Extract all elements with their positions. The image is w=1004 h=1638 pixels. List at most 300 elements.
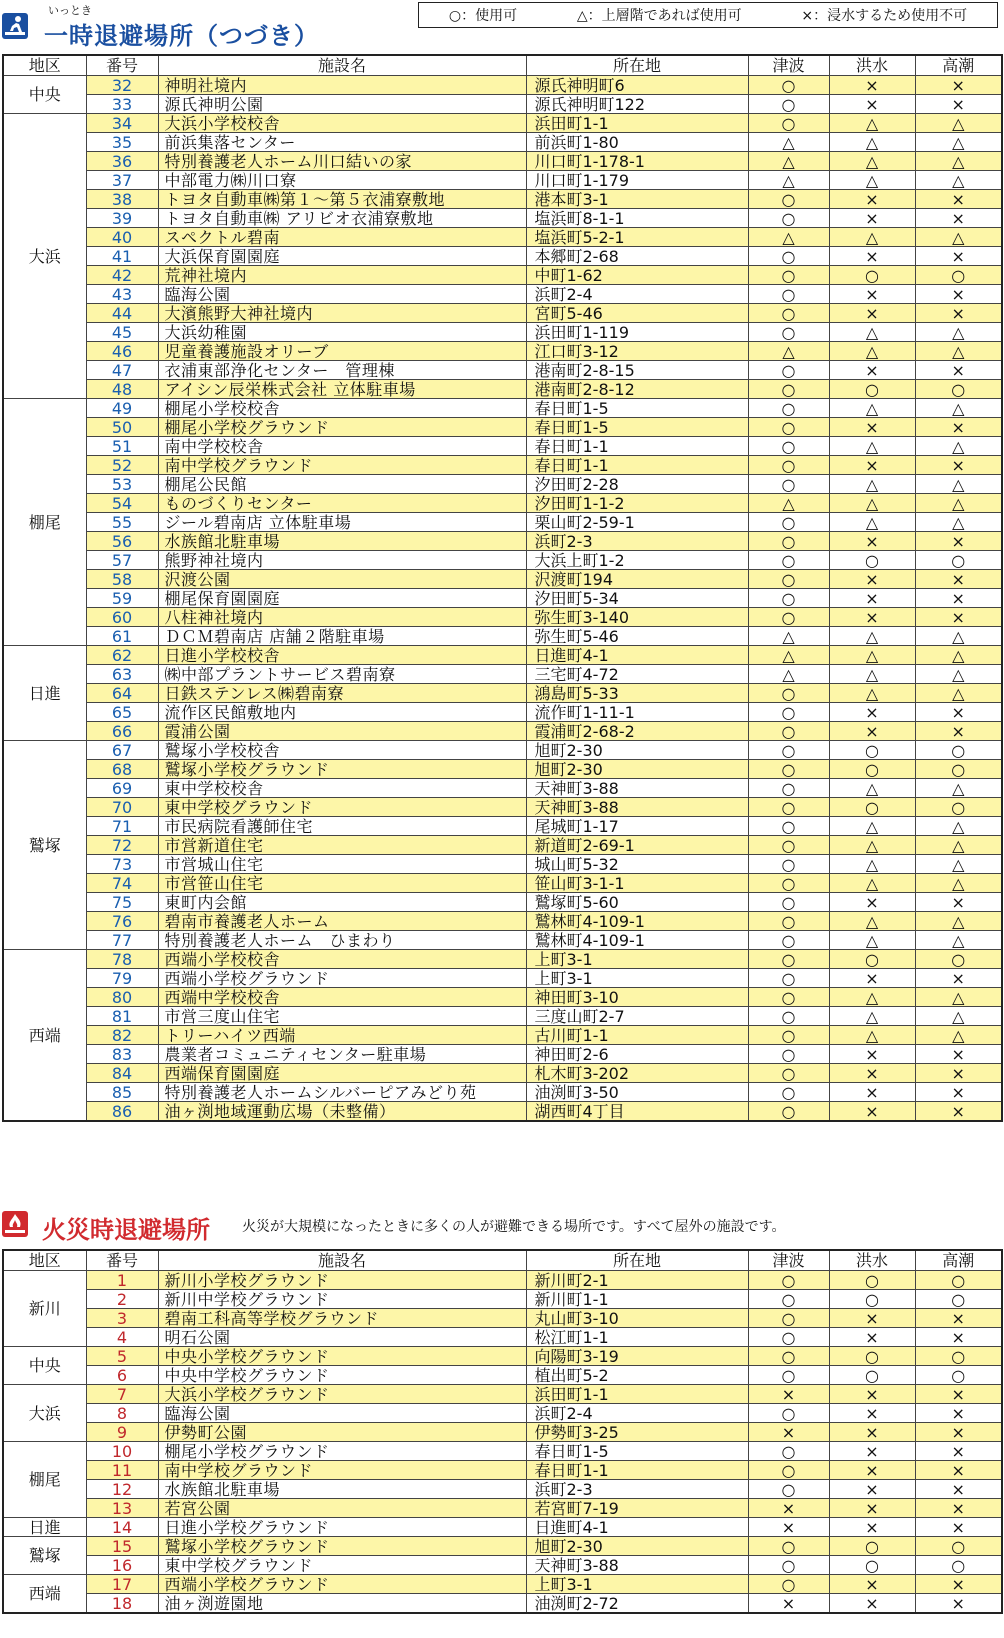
facility-name: 流作区民館敷地内: [158, 703, 526, 722]
facility-number: 45: [86, 323, 158, 342]
tsunami-mark: ○: [748, 817, 829, 836]
flood-mark: ×: [829, 285, 915, 304]
flood-mark: ○: [829, 1271, 915, 1290]
header-storm-surge: 高潮: [915, 1250, 1002, 1271]
district-cell: 新川: [3, 1271, 86, 1347]
tsunami-mark: ○: [748, 1064, 829, 1083]
facility-address: 尾城町1-17: [526, 817, 748, 836]
district-cell: 日進: [3, 646, 86, 741]
flood-mark: △: [829, 627, 915, 646]
flood-mark: ×: [829, 1499, 915, 1518]
tsunami-mark: ○: [748, 266, 829, 285]
facility-address: 春日町1-1: [526, 456, 748, 475]
tsunami-mark: ○: [748, 418, 829, 437]
storm-surge-mark: △: [915, 836, 1002, 855]
tsunami-mark: ○: [748, 1575, 829, 1594]
facility-name: スペクトル碧南: [158, 228, 526, 247]
facility-address: 油渕町3-50: [526, 1083, 748, 1102]
table-row: [3, 1026, 1002, 1045]
facility-address: 三宅町4-72: [526, 665, 748, 684]
flood-mark: ×: [829, 361, 915, 380]
tsunami-mark: ○: [748, 1442, 829, 1461]
header-district: 地区: [3, 1250, 86, 1271]
table-row: [3, 608, 1002, 627]
facility-name: 大浜小学校グラウンド: [158, 1385, 526, 1404]
storm-surge-mark: ○: [915, 741, 1002, 760]
storm-surge-mark: △: [915, 779, 1002, 798]
facility-address: 栗山町2-59-1: [526, 513, 748, 532]
flood-mark: ○: [829, 1366, 915, 1385]
facility-address: 浜町2-3: [526, 1480, 748, 1499]
table-row: [3, 1007, 1002, 1026]
facility-number: 58: [86, 570, 158, 589]
storm-surge-mark: ×: [915, 1328, 1002, 1347]
facility-name: 大浜保育園園庭: [158, 247, 526, 266]
flood-mark: △: [829, 912, 915, 931]
tsunami-mark: ○: [748, 1404, 829, 1423]
table-row: [3, 1385, 1002, 1404]
facility-name: 児童養護施設オリーブ: [158, 342, 526, 361]
storm-surge-mark: △: [915, 665, 1002, 684]
section1-header: [0, 0, 1004, 54]
facility-name: 中央中学校グラウンド: [158, 1366, 526, 1385]
facility-name: 市営笹山住宅: [158, 874, 526, 893]
facility-address: 汐田町1-1-2: [526, 494, 748, 513]
table-row: [3, 1309, 1002, 1328]
flood-mark: ○: [829, 380, 915, 399]
table-row: [3, 171, 1002, 190]
facility-address: 天神町3-88: [526, 798, 748, 817]
facility-address: 宮町5-46: [526, 304, 748, 323]
district-cell: 棚尾: [3, 399, 86, 646]
table-row: [3, 798, 1002, 817]
legend-upper-floor: △：上層階であれば使用可: [576, 8, 742, 24]
flood-mark: ×: [829, 532, 915, 551]
tsunami-mark: ○: [748, 1461, 829, 1480]
table-row: [3, 228, 1002, 247]
facility-number: 54: [86, 494, 158, 513]
district-cell: 棚尾: [3, 1442, 86, 1518]
tsunami-mark: ○: [748, 456, 829, 475]
table-row: [3, 1045, 1002, 1064]
facility-name: 西端小学校校舎: [158, 950, 526, 969]
table-header-row: [3, 55, 1002, 76]
flood-mark: △: [829, 874, 915, 893]
facility-name: アイシン辰栄株式会社 立体駐車場: [158, 380, 526, 399]
facility-address: 春日町1-1: [526, 1461, 748, 1480]
table-row: [3, 931, 1002, 950]
facility-name: 特別養護老人ホーム ひまわり: [158, 931, 526, 950]
facility-name: 西端小学校グラウンド: [158, 969, 526, 988]
tsunami-mark: ○: [748, 779, 829, 798]
table-row: [3, 589, 1002, 608]
flood-mark: ×: [829, 893, 915, 912]
tsunami-mark: ○: [748, 969, 829, 988]
facility-name: 臨海公園: [158, 285, 526, 304]
facility-number: 85: [86, 1083, 158, 1102]
flood-mark: ○: [829, 1290, 915, 1309]
facility-number: 5: [86, 1347, 158, 1366]
district-cell: 中央: [3, 1347, 86, 1385]
facility-number: 43: [86, 285, 158, 304]
storm-surge-mark: △: [915, 152, 1002, 171]
table-row: [3, 646, 1002, 665]
facility-number: 33: [86, 95, 158, 114]
facility-name: 熊野神社境内: [158, 551, 526, 570]
facility-number: 50: [86, 418, 158, 437]
facility-number: 52: [86, 456, 158, 475]
table-row: [3, 1423, 1002, 1442]
facility-name: 新川小学校グラウンド: [158, 1271, 526, 1290]
storm-surge-mark: ○: [915, 1290, 1002, 1309]
flood-mark: ×: [829, 76, 915, 95]
facility-name: 八柱神社境内: [158, 608, 526, 627]
district-cell: 中央: [3, 76, 86, 114]
storm-surge-mark: ×: [915, 247, 1002, 266]
storm-surge-mark: ○: [915, 1537, 1002, 1556]
facility-name: 東中学校グラウンド: [158, 1556, 526, 1575]
facility-number: 15: [86, 1537, 158, 1556]
storm-surge-mark: △: [915, 855, 1002, 874]
table-row: [3, 1347, 1002, 1366]
district-cell: 日進: [3, 1518, 86, 1537]
flood-mark: △: [829, 342, 915, 361]
storm-surge-mark: ×: [915, 1102, 1002, 1122]
header-tsunami: 津波: [748, 55, 829, 76]
table-row: [3, 912, 1002, 931]
header-storm-surge: 高潮: [915, 55, 1002, 76]
facility-name: 霞浦公園: [158, 722, 526, 741]
facility-name: 東町内会館: [158, 893, 526, 912]
tsunami-mark: ○: [748, 855, 829, 874]
facility-name: ジール碧南店 立体駐車場: [158, 513, 526, 532]
table-row: [3, 855, 1002, 874]
table-row: [3, 1575, 1002, 1594]
facility-number: 14: [86, 1518, 158, 1537]
header-number: 番号: [86, 55, 158, 76]
tsunami-mark: ○: [748, 247, 829, 266]
facility-address: 鴻島町5-33: [526, 684, 748, 703]
flood-mark: ×: [829, 1575, 915, 1594]
facility-address: 城山町5-32: [526, 855, 748, 874]
flood-mark: ○: [829, 760, 915, 779]
facility-address: 新川町1-1: [526, 1290, 748, 1309]
storm-surge-mark: △: [915, 1007, 1002, 1026]
storm-surge-mark: ×: [915, 969, 1002, 988]
section2-description: 火災が大規模になったときに多くの人が避難できる場所です。すべて屋外の施設です。: [242, 1219, 786, 1235]
flood-mark: △: [829, 988, 915, 1007]
facility-number: 10: [86, 1442, 158, 1461]
facility-name: 棚尾小学校グラウンド: [158, 418, 526, 437]
flood-mark: ×: [829, 1102, 915, 1122]
facility-address: 浜田町1-1: [526, 114, 748, 133]
facility-address: 汐田町2-28: [526, 475, 748, 494]
facility-name: 若宮公園: [158, 1499, 526, 1518]
table-row: [3, 1271, 1002, 1290]
flood-mark: ×: [829, 1423, 915, 1442]
district-cell: 鷲塚: [3, 741, 86, 950]
facility-address: 弥生町3-140: [526, 608, 748, 627]
storm-surge-mark: △: [915, 494, 1002, 513]
tsunami-mark: △: [748, 171, 829, 190]
table-row: [3, 342, 1002, 361]
facility-number: 8: [86, 1404, 158, 1423]
legend-box: [418, 2, 998, 28]
storm-surge-mark: ○: [915, 1556, 1002, 1575]
facility-number: 84: [86, 1064, 158, 1083]
facility-number: 2: [86, 1290, 158, 1309]
tsunami-mark: ○: [748, 760, 829, 779]
tsunami-mark: ○: [748, 741, 829, 760]
flood-mark: △: [829, 684, 915, 703]
header-facility: 施設名: [158, 1250, 526, 1271]
facility-name: 大濱熊野大神社境内: [158, 304, 526, 323]
table-row: [3, 893, 1002, 912]
facility-number: 77: [86, 931, 158, 950]
legend-usable: ○：使用可: [448, 8, 518, 24]
table-row: [3, 817, 1002, 836]
facility-number: 79: [86, 969, 158, 988]
facility-number: 34: [86, 114, 158, 133]
facility-name: 中部電力㈱川口寮: [158, 171, 526, 190]
tsunami-mark: ○: [748, 1556, 829, 1575]
tsunami-mark: ○: [748, 1083, 829, 1102]
storm-surge-mark: ○: [915, 1366, 1002, 1385]
flood-mark: ○: [829, 1556, 915, 1575]
facility-name: 碧南市養護老人ホーム: [158, 912, 526, 931]
facility-number: 71: [86, 817, 158, 836]
flood-mark: ×: [829, 95, 915, 114]
facility-address: 松江町1-1: [526, 1328, 748, 1347]
section2-title: 火災時退避場所: [42, 1216, 210, 1244]
flood-mark: △: [829, 399, 915, 418]
tsunami-mark: ○: [748, 1309, 829, 1328]
flood-mark: ○: [829, 551, 915, 570]
flood-mark: ×: [829, 1309, 915, 1328]
facility-name: 市営城山住宅: [158, 855, 526, 874]
storm-surge-mark: ×: [915, 1518, 1002, 1537]
facility-name: 伊勢町公園: [158, 1423, 526, 1442]
facility-number: 63: [86, 665, 158, 684]
table-row: [3, 247, 1002, 266]
facility-number: 82: [86, 1026, 158, 1045]
facility-address: 沢渡町194: [526, 570, 748, 589]
storm-surge-mark: ×: [915, 1385, 1002, 1404]
facility-name: 西端保育園園庭: [158, 1064, 526, 1083]
facility-name: 大浜小学校校舎: [158, 114, 526, 133]
storm-surge-mark: △: [915, 912, 1002, 931]
facility-address: 向陽町3-19: [526, 1347, 748, 1366]
flood-mark: △: [829, 665, 915, 684]
flood-mark: ×: [829, 1518, 915, 1537]
facility-address: 汐田町5-34: [526, 589, 748, 608]
tsunami-mark: ○: [748, 1366, 829, 1385]
tsunami-mark: ○: [748, 912, 829, 931]
table-row: [3, 380, 1002, 399]
facility-name: 東中学校グラウンド: [158, 798, 526, 817]
storm-surge-mark: ×: [915, 304, 1002, 323]
facility-number: 38: [86, 190, 158, 209]
facility-number: 73: [86, 855, 158, 874]
district-cell: 西端: [3, 950, 86, 1122]
tsunami-mark: ○: [748, 570, 829, 589]
facility-name: 鷲塚小学校校舎: [158, 741, 526, 760]
facility-name: 南中学校校舎: [158, 437, 526, 456]
facility-number: 67: [86, 741, 158, 760]
facility-address: 浜町2-4: [526, 285, 748, 304]
flood-mark: ○: [829, 741, 915, 760]
facility-number: 69: [86, 779, 158, 798]
facility-address: 塩浜町5-2-1: [526, 228, 748, 247]
facility-address: 春日町1-5: [526, 418, 748, 437]
facility-number: 76: [86, 912, 158, 931]
tsunami-mark: ○: [748, 1271, 829, 1290]
facility-number: 53: [86, 475, 158, 494]
section1-title: 一時退避場所（つづき）: [44, 22, 319, 50]
storm-surge-mark: ×: [915, 1045, 1002, 1064]
facility-address: 霞浦町2-68-2: [526, 722, 748, 741]
facility-name: 農業者コミュニティセンター駐車場: [158, 1045, 526, 1064]
storm-surge-mark: ×: [915, 76, 1002, 95]
storm-surge-mark: ×: [915, 1309, 1002, 1328]
table-row: [3, 1461, 1002, 1480]
facility-number: 68: [86, 760, 158, 779]
tsunami-mark: ○: [748, 589, 829, 608]
facility-address: 旭町2-30: [526, 760, 748, 779]
tsunami-mark: △: [748, 494, 829, 513]
tsunami-mark: ○: [748, 1007, 829, 1026]
table-row: [3, 513, 1002, 532]
tsunami-mark: ○: [748, 722, 829, 741]
facility-number: 13: [86, 1499, 158, 1518]
storm-surge-mark: ×: [915, 285, 1002, 304]
table-row: [3, 741, 1002, 760]
storm-surge-mark: ×: [915, 1423, 1002, 1442]
storm-surge-mark: ×: [915, 190, 1002, 209]
storm-surge-mark: ×: [915, 608, 1002, 627]
facility-name: ものづくりセンター: [158, 494, 526, 513]
tsunami-mark: △: [748, 152, 829, 171]
facility-name: 日進小学校校舎: [158, 646, 526, 665]
table-row: [3, 1480, 1002, 1499]
storm-surge-mark: △: [915, 988, 1002, 1007]
facility-number: 65: [86, 703, 158, 722]
flood-mark: ×: [829, 1442, 915, 1461]
table-row: [3, 779, 1002, 798]
header-flood: 洪水: [829, 55, 915, 76]
tsunami-mark: ○: [748, 931, 829, 950]
table-row: [3, 285, 1002, 304]
tsunami-mark: △: [748, 627, 829, 646]
facility-name: トヨタ自動車㈱第１～第５衣浦寮敷地: [158, 190, 526, 209]
table-row: [3, 950, 1002, 969]
flood-mark: △: [829, 171, 915, 190]
facility-number: 37: [86, 171, 158, 190]
table-row: [3, 874, 1002, 893]
storm-surge-mark: △: [915, 399, 1002, 418]
facility-name: 西端中学校校舎: [158, 988, 526, 1007]
table-row: [3, 836, 1002, 855]
facility-address: 笹山町3-1-1: [526, 874, 748, 893]
flood-mark: △: [829, 1026, 915, 1045]
facility-address: 本郷町2-68: [526, 247, 748, 266]
facility-address: 古川町1-1: [526, 1026, 748, 1045]
facility-name: 棚尾小学校校舎: [158, 399, 526, 418]
facility-number: 55: [86, 513, 158, 532]
storm-surge-mark: △: [915, 931, 1002, 950]
flood-mark: ×: [829, 304, 915, 323]
table-row: [3, 665, 1002, 684]
table-row: [3, 627, 1002, 646]
storm-surge-mark: ×: [915, 1442, 1002, 1461]
facility-address: 上町3-1: [526, 950, 748, 969]
facility-number: 51: [86, 437, 158, 456]
tsunami-mark: ○: [748, 1537, 829, 1556]
header-facility: 施設名: [158, 55, 526, 76]
facility-number: 32: [86, 76, 158, 95]
temporary-evacuation-table: [2, 54, 1003, 1122]
storm-surge-mark: △: [915, 1026, 1002, 1045]
table-row: [3, 1556, 1002, 1575]
facility-address: 油渕町2-72: [526, 1594, 748, 1614]
table-row: [3, 1594, 1002, 1614]
storm-surge-mark: ×: [915, 893, 1002, 912]
facility-number: 80: [86, 988, 158, 1007]
storm-surge-mark: △: [915, 513, 1002, 532]
flood-mark: △: [829, 779, 915, 798]
tsunami-mark: ○: [748, 1290, 829, 1309]
flood-mark: △: [829, 114, 915, 133]
facility-name: 水族館北駐車場: [158, 1480, 526, 1499]
facility-address: 源氏神明町6: [526, 76, 748, 95]
table-row: [3, 76, 1002, 95]
facility-address: 港南町2-8-15: [526, 361, 748, 380]
facility-number: 35: [86, 133, 158, 152]
facility-number: 72: [86, 836, 158, 855]
facility-address: 春日町1-5: [526, 1442, 748, 1461]
header-flood: 洪水: [829, 1250, 915, 1271]
tsunami-mark: ○: [748, 76, 829, 95]
facility-number: 41: [86, 247, 158, 266]
storm-surge-mark: ×: [915, 722, 1002, 741]
facility-name: 棚尾保育園園庭: [158, 589, 526, 608]
facility-number: 60: [86, 608, 158, 627]
facility-address: 上町3-1: [526, 969, 748, 988]
facility-number: 1: [86, 1271, 158, 1290]
tsunami-mark: △: [748, 646, 829, 665]
table-row: [3, 1537, 1002, 1556]
facility-name: 衣浦東部浄化センター 管理棟: [158, 361, 526, 380]
storm-surge-mark: ×: [915, 1499, 1002, 1518]
table-row: [3, 1064, 1002, 1083]
table-row: [3, 1442, 1002, 1461]
facility-address: 植出町5-2: [526, 1366, 748, 1385]
table-row: [3, 570, 1002, 589]
flood-mark: △: [829, 1007, 915, 1026]
facility-number: 12: [86, 1480, 158, 1499]
facility-name: 新川中学校グラウンド: [158, 1290, 526, 1309]
storm-surge-mark: ×: [915, 1461, 1002, 1480]
table-header-row: [3, 1250, 1002, 1271]
table-row: [3, 133, 1002, 152]
tsunami-mark: ○: [748, 399, 829, 418]
tsunami-mark: ○: [748, 513, 829, 532]
storm-surge-mark: ×: [915, 209, 1002, 228]
facility-number: 49: [86, 399, 158, 418]
facility-address: 上町3-1: [526, 1575, 748, 1594]
tsunami-mark: ○: [748, 874, 829, 893]
facility-address: 川口町1-179: [526, 171, 748, 190]
